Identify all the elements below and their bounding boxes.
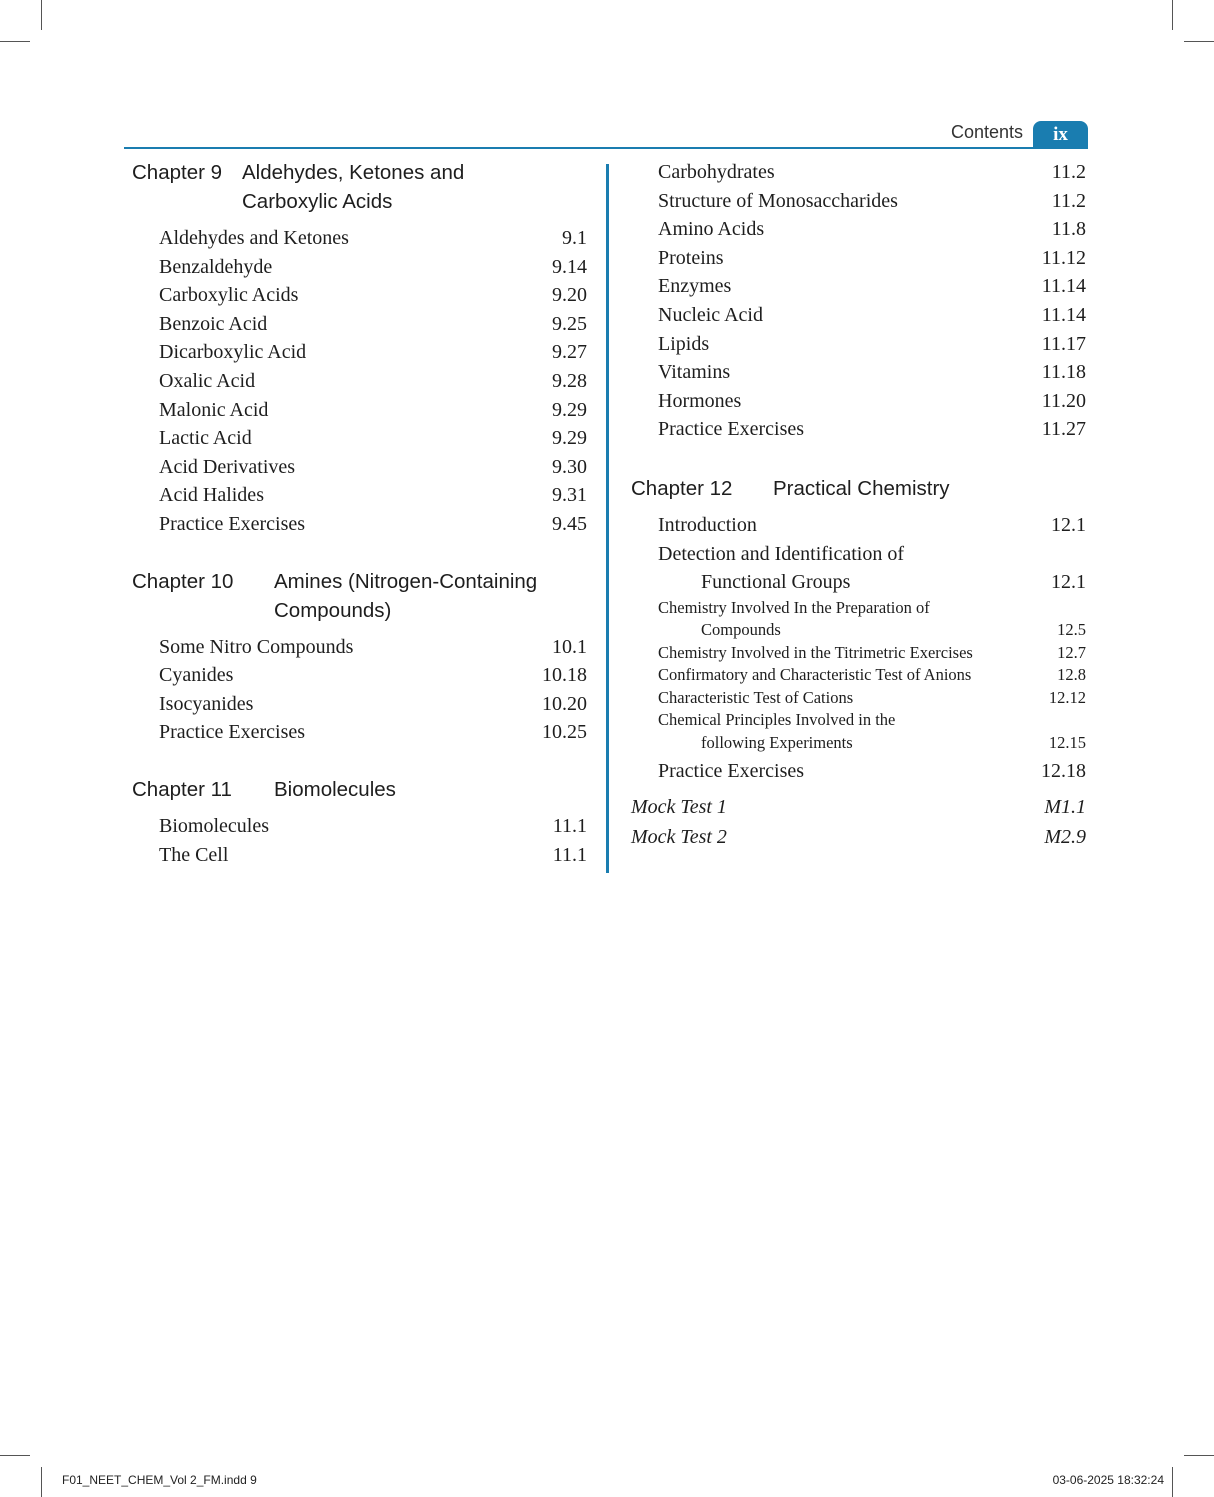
toc-entry[interactable]	[159, 453, 587, 482]
toc-entry-title: Mock Test 2	[631, 825, 727, 848]
toc-entry-page: 11.8	[1051, 218, 1086, 241]
toc-entry-title: Hormones	[658, 389, 742, 412]
crop-mark	[1172, 0, 1173, 30]
toc-entry-page: 11.1	[552, 814, 587, 837]
footer-timestamp: 03-06-2025 18:32:24	[1052, 1473, 1164, 1487]
toc-entry[interactable]	[159, 510, 587, 539]
toc-entry-page: 9.31	[552, 484, 587, 507]
toc-entry[interactable]	[658, 358, 1086, 387]
toc-entry-page: 9.45	[552, 512, 587, 535]
toc-entry-page: 12.1	[1051, 513, 1086, 536]
toc-entry[interactable]	[159, 281, 587, 310]
chapter-12-heading	[631, 474, 1086, 503]
toc-entry-page: 12.1	[1051, 571, 1086, 594]
toc-entry-page: 11.27	[1041, 418, 1086, 441]
toc-entry[interactable]	[658, 415, 1086, 444]
toc-entry-title: Acid Halides	[159, 484, 264, 507]
chapter-number: Chapter 10	[132, 569, 234, 593]
toc-entry[interactable]	[159, 310, 587, 339]
toc-entry-title: Benzaldehyde	[159, 255, 273, 278]
toc-entry-title: Chemistry Involved in the Titrimetric Exercises	[658, 642, 973, 662]
toc-mock-test[interactable]	[631, 822, 1086, 852]
toc-entry-page: 9.25	[552, 312, 587, 335]
toc-entry[interactable]	[159, 396, 587, 425]
toc-entry[interactable]	[159, 338, 587, 367]
toc-entry[interactable]	[159, 253, 587, 282]
toc-entry-title: Compounds	[701, 620, 781, 640]
toc-left-column	[132, 158, 587, 869]
toc-entry-title: Isocyanides	[159, 692, 254, 715]
crop-mark	[0, 1455, 30, 1456]
toc-entry[interactable]	[159, 424, 587, 453]
chapter-title: Carboxylic Acids	[242, 190, 393, 213]
chapter-number	[132, 187, 242, 216]
toc-subentry-continued[interactable]	[658, 732, 1086, 755]
toc-right-column	[631, 158, 1086, 852]
toc-entry-title: The Cell	[159, 843, 229, 866]
crop-mark	[41, 1467, 42, 1497]
toc-entry[interactable]	[159, 481, 587, 510]
toc-entry[interactable]	[159, 841, 587, 870]
toc-subentry[interactable]	[658, 664, 1086, 687]
toc-entry-title: Dicarboxylic Acid	[159, 341, 307, 364]
toc-entry-page: 10.25	[542, 721, 587, 744]
toc-entry[interactable]	[159, 367, 587, 396]
toc-entry-page: 12.18	[1041, 760, 1086, 783]
crop-mark	[1184, 1455, 1214, 1456]
crop-mark	[1184, 41, 1214, 42]
toc-entry-page: 12.5	[1057, 620, 1086, 640]
crop-mark	[41, 0, 42, 30]
chapter-11-continued	[631, 158, 1086, 444]
toc-entry-page: 9.14	[552, 255, 587, 278]
toc-subentry[interactable]	[658, 642, 1086, 665]
toc-entry-title: Practice Exercises	[658, 418, 805, 441]
toc-entry-continued[interactable]	[658, 568, 1086, 597]
toc-subentry[interactable]	[658, 687, 1086, 710]
toc-entry-page: 9.30	[552, 455, 587, 478]
chapter-title: Aldehydes, Ketones and	[242, 161, 465, 184]
footer-filename: F01_NEET_CHEM_Vol 2_FM.indd 9	[62, 1473, 257, 1487]
toc-entry-page: 10.1	[552, 635, 587, 658]
chapter-number	[132, 596, 274, 625]
toc-entry-title: Vitamins	[658, 361, 731, 384]
toc-entry-page: 11.1	[552, 843, 587, 866]
toc-entry-page: 9.27	[552, 341, 587, 364]
toc-entry[interactable]	[658, 244, 1086, 273]
toc-entry[interactable]	[658, 158, 1086, 187]
toc-entry-page: 10.18	[542, 664, 587, 687]
toc-entry-title: Acid Derivatives	[159, 455, 296, 478]
toc-entry-title: Practice Exercises	[159, 721, 306, 744]
chapter-number: Chapter 11	[132, 777, 232, 801]
toc-entry-page: 12.8	[1057, 665, 1086, 685]
toc-entry-title: Chemistry Involved In the Preparation of	[658, 597, 930, 617]
toc-entry[interactable]	[159, 661, 587, 690]
toc-entry-page: 11.12	[1041, 246, 1086, 269]
toc-entry[interactable]	[658, 187, 1086, 216]
toc-entry-title: Detection and Identification of	[658, 542, 905, 565]
toc-entry[interactable]	[159, 718, 587, 747]
toc-entry-title: Proteins	[658, 246, 724, 269]
toc-entry-title: Characteristic Test of Cations	[658, 687, 854, 707]
crop-mark	[0, 41, 30, 42]
chapter-title: Amines (Nitrogen-Containing	[274, 569, 538, 593]
chapter-10-heading	[132, 596, 587, 625]
toc-mock-test[interactable]	[631, 792, 1086, 822]
toc-entry-title: Benzoic Acid	[159, 312, 268, 335]
toc-entry-title: Carbohydrates	[658, 161, 775, 183]
toc-entry[interactable]	[658, 215, 1086, 244]
chapter-9-heading	[132, 187, 587, 216]
chapter-title: Compounds)	[274, 598, 392, 622]
chapter-title: Biomolecules	[274, 777, 396, 801]
chapter-title: Practical Chemistry	[773, 476, 950, 500]
toc-entry[interactable]	[159, 690, 587, 719]
toc-entry-title: Aldehydes and Ketones	[159, 227, 349, 249]
toc-entry-title: Biomolecules	[159, 814, 269, 837]
toc-entry-title: Carboxylic Acids	[159, 284, 299, 307]
toc-entry-page: 12.7	[1057, 642, 1086, 662]
toc-entry-page: 11.20	[1041, 389, 1086, 412]
running-head: Contents	[950, 122, 1023, 142]
toc-entry-title: Cyanides	[159, 664, 234, 687]
toc-entry-title: following Experiments	[701, 732, 853, 752]
toc-entry-title: Malonic Acid	[159, 398, 269, 421]
toc-entry[interactable]	[658, 301, 1086, 330]
header-rule	[124, 147, 1088, 149]
toc-entry-title: Confirmatory and Characteristic Test of Anions	[658, 665, 972, 685]
toc-entry-page: 11.18	[1041, 361, 1086, 384]
chapter-number: Chapter 12	[631, 476, 733, 500]
toc-entry-title: Practice Exercises	[658, 760, 805, 783]
toc-entry[interactable]	[658, 330, 1086, 359]
toc-entry-page: 9.29	[552, 427, 587, 450]
toc-entry[interactable]	[658, 540, 1086, 569]
toc-entry-title: Oxalic Acid	[159, 369, 256, 392]
page-number-tab: ix	[1033, 121, 1088, 149]
toc-subentry[interactable]	[658, 709, 1086, 732]
chapter-10-heading	[132, 567, 587, 596]
toc-entry-title: Enzymes	[658, 275, 732, 298]
toc-entry-page: 9.29	[552, 398, 587, 421]
toc-entry-page: 12.12	[1048, 687, 1086, 707]
toc-entry-title: Functional Groups	[701, 571, 851, 594]
toc-entry-title: Chemical Principles Involved in the	[658, 710, 896, 730]
chapter-9-heading	[132, 158, 587, 187]
toc-entry-page: 11.2	[1051, 161, 1086, 183]
column-divider	[606, 164, 609, 873]
toc-entry[interactable]	[658, 757, 1086, 786]
toc-entry-title: Nucleic Acid	[658, 303, 763, 326]
toc-entry-page: 9.20	[552, 284, 587, 307]
toc-entry-page: 11.2	[1051, 189, 1086, 212]
toc-entry[interactable]	[159, 224, 587, 253]
crop-mark	[1172, 1467, 1173, 1497]
toc-entry-title: Structure of Monosaccharides	[658, 189, 898, 212]
toc-entry-title: Lipids	[658, 332, 710, 355]
toc-entry-page: M2.9	[1044, 825, 1086, 848]
toc-entry[interactable]	[658, 272, 1086, 301]
toc-entry[interactable]	[159, 812, 587, 841]
toc-subentry[interactable]	[658, 597, 1086, 620]
toc-entry-page: 11.17	[1041, 332, 1086, 355]
toc-entry-title: Amino Acids	[658, 218, 765, 241]
toc-entry-page: 11.14	[1041, 275, 1086, 298]
toc-entry-title: Introduction	[658, 513, 757, 536]
toc-entry-page: M1.1	[1044, 795, 1086, 818]
toc-entry-title: Some Nitro Compounds	[159, 635, 354, 658]
chapter-number: Chapter 9	[132, 161, 223, 184]
toc-entry-page: 12.15	[1048, 732, 1086, 752]
chapter-11-heading	[132, 775, 587, 804]
toc-entry-title: Mock Test 1	[631, 795, 727, 818]
toc-entry-title: Lactic Acid	[159, 427, 252, 450]
toc-entry-page: 11.14	[1041, 303, 1086, 326]
toc-entry[interactable]	[658, 387, 1086, 416]
toc-entry-title: Practice Exercises	[159, 512, 306, 535]
toc-entry-page: 10.20	[542, 692, 587, 715]
toc-entry-page: 9.28	[552, 369, 587, 392]
toc-subentry-continued[interactable]	[658, 619, 1086, 642]
toc-entry[interactable]	[658, 511, 1086, 540]
toc-entry[interactable]	[159, 633, 587, 662]
toc-entry-page: 9.1	[562, 227, 587, 249]
